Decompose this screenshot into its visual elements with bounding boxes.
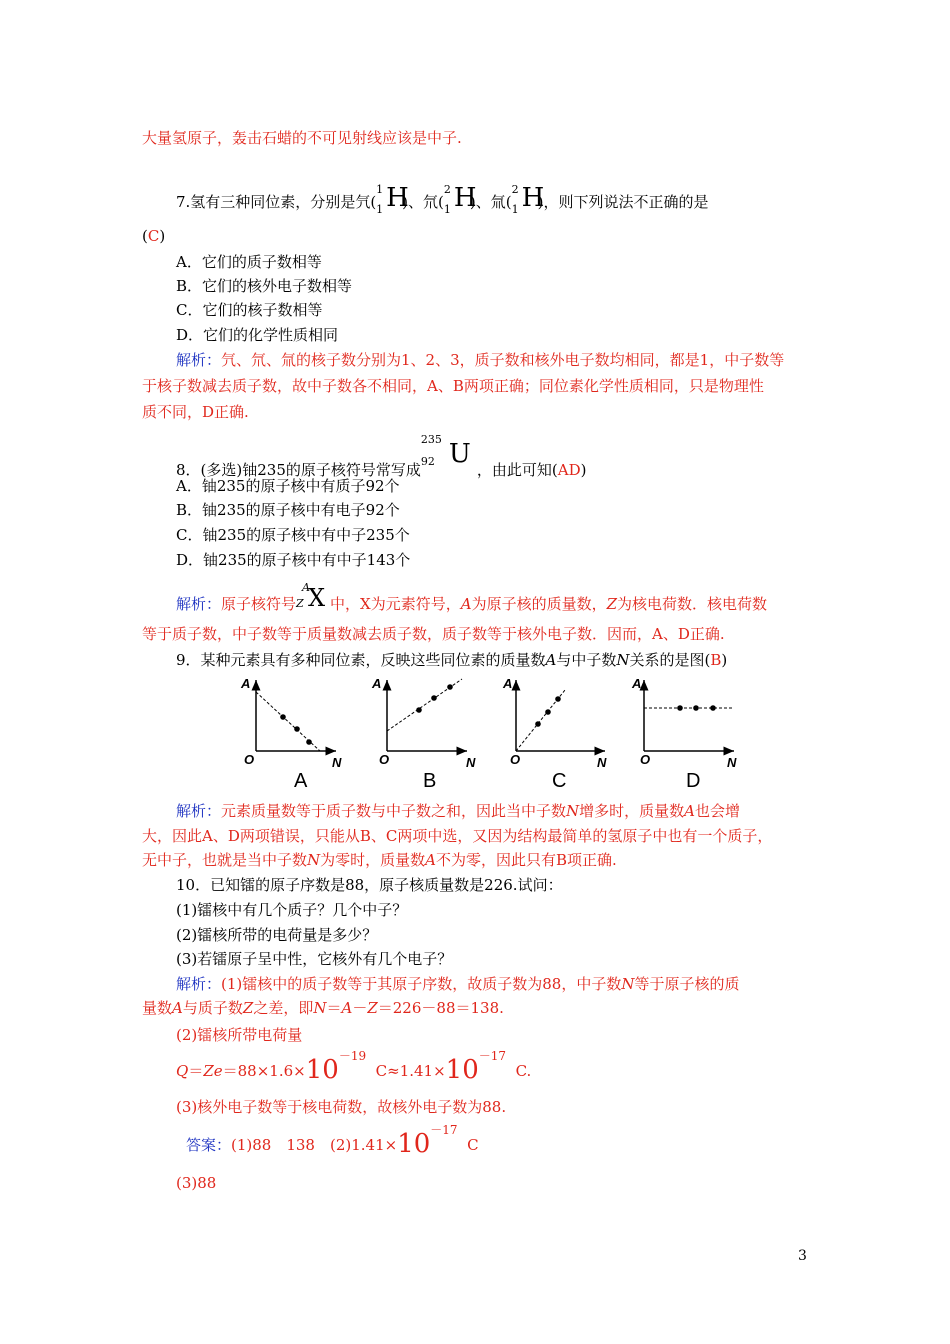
graph-d-y-label: A — [632, 676, 642, 691]
graph-c-y-label: A — [503, 676, 513, 691]
graph-d-caption: D — [686, 770, 701, 792]
q7-option-a: A．它们的质子数相等 — [176, 253, 322, 271]
q9-analysis-line2: 大，因此A、D两项错误，只能从B、C两项中选，又因为结构最简单的氢原子中也有一个质子， — [142, 827, 773, 845]
q7-analysis-line1: 解析：氕、氘、氚的核子数分别为1、2、3，质子数和核外电子数均相同，都是1，中子数等 — [176, 351, 785, 369]
graph-d-point — [710, 705, 716, 711]
graph-d — [631, 676, 737, 770]
q8-stem: 8．(多选)铀235的原子核符号常写成 235 92 U，由此可知(AD) — [176, 454, 586, 488]
q7-stem: 7.氢有三种同位素，分别是氕( 1 1 H)、氘( 2 1 H)、氚( 2 1 H)，则下列说法不正确的是 — [176, 183, 709, 216]
graph-c-x-label: N — [597, 755, 607, 770]
q8-option-d: D．铀235的原子核中有中子143个 — [176, 551, 411, 569]
q10-analysis-part3: (3)核外电子数等于核电荷数，故核外电子数为88. — [176, 1098, 507, 1116]
graph-c-caption: C — [552, 770, 567, 792]
graph-a-x-label: N — [332, 755, 342, 770]
q7-option-b: B．它们的核外电子数相等 — [176, 277, 353, 295]
hydrogen-2-symbol: 2 1 H — [443, 183, 477, 216]
q7-option-d: D．它们的化学性质相同 — [176, 326, 339, 344]
graph-d-x-label: N — [727, 755, 737, 770]
q8-option-b: B．铀235的原子核中有电子92个 — [176, 501, 400, 519]
q8-option-a: A．铀235的原子核中有质子92个 — [176, 477, 400, 495]
graph-b — [371, 676, 476, 770]
graph-d-origin: O — [640, 752, 651, 767]
q9-analysis-line3: 无中子，也就是当中子数N为零时，质量数A不为零，因此只有B项正确. — [142, 851, 617, 869]
q10-analysis-part2-formula: $Q=Ze=88\times 1.6\times 10^{-19}$ $C\approx 1.41\times 10^{-17}$ C. — [176, 1049, 532, 1085]
graph-c-origin: O — [510, 752, 521, 767]
graph-a-point — [280, 714, 286, 720]
graph-b-point — [416, 707, 422, 713]
graph-a-caption: A — [294, 770, 308, 792]
q9-stem: 9．某种元素具有多种同位素，反映这些同位素的质量数A与中子数N关系的是图(B) — [176, 651, 728, 669]
q7-option-c: C．它们的核子数相等 — [176, 301, 323, 319]
q10-sub-question-1: (1)镭核中有几个质子？几个中子？ — [176, 901, 408, 919]
q10-answer-line1: 答案：(1)88 138 $(2)1.41\times 10^{-17}$ C — [186, 1123, 479, 1159]
graph-b-origin: O — [379, 752, 390, 767]
q8-analysis-line2: 等于质子数，中子数等于质量数减去质子数，质子数等于核外电子数．因而，A、D正确. — [142, 625, 725, 643]
graph-a — [240, 676, 342, 770]
graph-c — [502, 676, 607, 770]
q10-answer-line2: (3)88 — [176, 1174, 217, 1192]
q7-analysis-line2: 于核子数减去质子数，故中子数各不相同，A、B两项正确；同位素化学性质相同，只是物理性 — [142, 377, 764, 395]
generic-nuclide-symbol: A Z X — [296, 581, 326, 612]
q8-analysis-line1: 解析：原子核符号 A Z X 中，X为元素符号，A为原子核的质量数，Z为核电荷数．核电荷数 — [176, 594, 767, 616]
graph-a-y-label: A — [241, 676, 251, 691]
q10-sub-question-2: (2)镭核所带的电荷量是多少？ — [176, 926, 378, 944]
graph-c-point — [555, 696, 561, 702]
graph-d-point — [677, 705, 683, 711]
q7-answer: (C) — [142, 227, 166, 245]
graph-b-point — [447, 684, 453, 690]
top-note: 大量氢原子，轰击石蜡的不可见射线应该是中子. — [142, 129, 462, 147]
hydrogen-3-symbol: 2 1 H — [511, 183, 545, 216]
q10-analysis-part2-title: (2)镭核所带电荷量 — [176, 1026, 303, 1044]
graph-b-x-label: N — [466, 755, 476, 770]
graph-a-point — [306, 739, 312, 745]
graph-c-point — [545, 709, 551, 715]
hydrogen-1-symbol: 1 1 H — [376, 183, 409, 216]
q8-option-c: C．铀235的原子核中有中子235个 — [176, 526, 410, 544]
graph-b-caption: B — [423, 770, 437, 792]
graph-a-origin: O — [244, 752, 255, 767]
q10-stem: 10．已知镭的原子序数是88，原子核质量数是226.试问： — [176, 876, 563, 894]
q10-analysis-line1: 解析：(1)镭核中的质子数等于其原子序数，故质子数为88，中子数N等于原子核的质 — [176, 975, 740, 993]
q10-sub-question-3: (3)若镭原子呈中性，它核外有几个电子？ — [176, 950, 453, 968]
graph-d-point — [693, 705, 699, 711]
graph-a-point — [294, 726, 300, 732]
q10-analysis-line2: 量数A与质子数Z之差，即N＝A－Z＝226－88＝138. — [142, 999, 504, 1017]
q9-analysis-line1: 解析：元素质量数等于质子数与中子数之和，因此当中子数N增多时，质量数A也会增 — [176, 802, 741, 820]
q7-analysis-line3: 质不同，D正确. — [142, 403, 249, 421]
page-number: 3 — [798, 1248, 807, 1264]
graph-b-point — [431, 695, 437, 701]
graph-b-y-label: A — [372, 676, 382, 691]
graph-c-point — [535, 721, 541, 727]
uranium-235-symbol: 235 92 U — [420, 433, 471, 469]
